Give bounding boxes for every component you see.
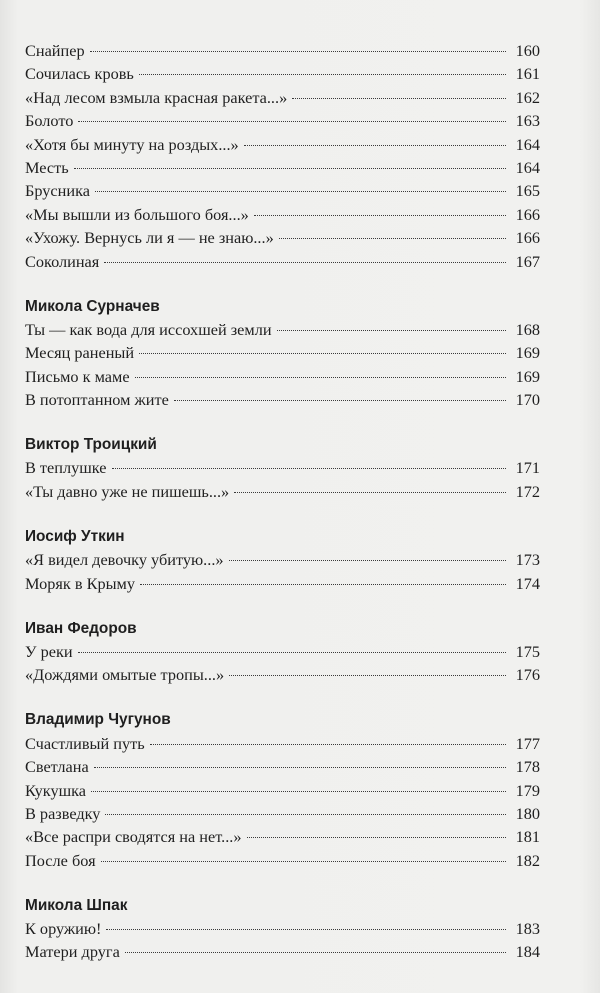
- page-number: 180: [515, 803, 540, 823]
- dot-leader: [140, 584, 506, 585]
- entry-title: «Мы вышли из большого боя...»: [25, 204, 249, 224]
- entry-title: «Я видел девочку убитую...»: [25, 550, 224, 570]
- entry-title: «Хотя бы минуту на роздых...»: [25, 134, 239, 154]
- entry-title: Моряк в Крыму: [25, 573, 135, 593]
- dot-leader: [90, 51, 506, 52]
- toc-entry: [25, 203, 540, 226]
- author-heading: Иван Федоров: [25, 619, 137, 637]
- entry-title: Месть: [25, 157, 69, 177]
- dot-leader: [247, 837, 507, 838]
- dot-leader: [174, 400, 506, 401]
- page-number: 161: [515, 64, 540, 84]
- dot-leader: [95, 191, 506, 192]
- entry-title: В разведку: [25, 803, 101, 823]
- page-number: 167: [515, 251, 540, 271]
- author-heading: Владимир Чугунов: [25, 711, 171, 729]
- toc-section: [25, 525, 540, 595]
- page-number: 162: [515, 87, 540, 107]
- dot-leader: [244, 145, 506, 146]
- toc-entry: [25, 341, 540, 364]
- dot-leader: [125, 952, 506, 953]
- toc-section: [25, 708, 540, 872]
- page-number: 171: [515, 458, 540, 478]
- dot-leader: [105, 814, 506, 815]
- toc-entry: [25, 226, 540, 249]
- author-heading: Микола Сурначев: [25, 297, 160, 315]
- toc-entry: [25, 732, 540, 755]
- dot-leader: [279, 238, 506, 239]
- table-of-contents: [25, 39, 540, 964]
- dot-leader: [229, 560, 506, 561]
- page-number: 163: [515, 111, 540, 131]
- page-number: 177: [515, 733, 540, 753]
- entry-title: «Над лесом взмыла красная ракета...»: [25, 87, 288, 107]
- page-number: 160: [515, 41, 540, 60]
- dot-leader: [112, 468, 506, 469]
- page-number: 166: [515, 204, 540, 224]
- entry-title: Болото: [25, 111, 74, 131]
- toc-section: [25, 894, 540, 964]
- page-number: 169: [515, 366, 540, 386]
- dot-leader: [277, 330, 506, 331]
- toc-entry: [25, 640, 540, 663]
- entry-title: Матери друга: [25, 942, 120, 962]
- dot-leader: [94, 767, 506, 768]
- entry-title: В теплушке: [25, 458, 107, 478]
- toc-entry: [25, 250, 540, 273]
- toc-entry: [25, 849, 540, 872]
- toc-entry: [25, 456, 540, 479]
- entry-title: В потоптанном жите: [25, 390, 169, 410]
- page-number: 178: [515, 757, 540, 777]
- page-number: 175: [515, 641, 540, 661]
- dot-leader: [78, 121, 506, 122]
- dot-leader: [78, 652, 506, 653]
- entry-title: «Ты давно уже не пишешь...»: [25, 481, 230, 501]
- entry-title: Соколиная: [25, 251, 100, 271]
- page-number: 182: [515, 850, 540, 870]
- page-number: 170: [515, 390, 540, 410]
- toc-entry: [25, 802, 540, 825]
- entry-title: У реки: [25, 641, 73, 661]
- dot-leader: [139, 353, 506, 354]
- dot-leader: [229, 675, 506, 676]
- dot-leader: [234, 492, 506, 493]
- toc-section: [25, 617, 540, 687]
- page-number: 164: [515, 157, 540, 177]
- toc-entry: [25, 548, 540, 571]
- entry-title: После боя: [25, 850, 96, 870]
- dot-leader: [106, 929, 506, 930]
- toc-entry: [25, 179, 540, 202]
- entry-title: Письмо к маме: [25, 366, 130, 386]
- entry-title: Снайпер: [25, 41, 85, 60]
- page-number: 179: [515, 780, 540, 800]
- toc-entry: [25, 62, 540, 85]
- entry-title: Кукушка: [25, 780, 87, 800]
- page-number: 169: [515, 343, 540, 363]
- author-heading: Виктор Троицкий: [25, 436, 157, 454]
- toc-entry: [25, 365, 540, 388]
- entry-title: Сочилась кровь: [25, 64, 134, 84]
- dot-leader: [74, 168, 506, 169]
- toc-entry: [25, 779, 540, 802]
- toc-entry: [25, 480, 540, 503]
- toc-entry: [25, 572, 540, 595]
- toc-entry: [25, 663, 540, 686]
- dot-leader: [150, 744, 506, 745]
- dot-leader: [101, 861, 506, 862]
- dot-leader: [104, 262, 506, 263]
- entry-title: Счастливый путь: [25, 733, 145, 753]
- dot-leader: [135, 377, 506, 378]
- toc-entry: [25, 388, 540, 411]
- toc-entry: [25, 133, 540, 156]
- entry-title: «Все распри сводятся на нет...»: [25, 827, 242, 847]
- page-number: 183: [515, 919, 540, 939]
- author-heading: Микола Шпак: [25, 896, 128, 914]
- entry-title: Светлана: [25, 757, 89, 777]
- dot-leader: [254, 215, 506, 216]
- page-number: 176: [515, 665, 540, 685]
- dot-leader: [91, 791, 506, 792]
- dot-leader: [139, 74, 506, 75]
- entry-title: Месяц раненый: [25, 343, 135, 363]
- toc-entry: [25, 39, 540, 62]
- toc-section: [25, 433, 540, 503]
- page-number: 184: [515, 942, 540, 962]
- entry-title: «Дождями омытые тропы...»: [25, 665, 225, 685]
- dot-leader: [292, 98, 506, 99]
- page-number: 181: [515, 827, 540, 847]
- author-heading: Иосиф Уткин: [25, 527, 125, 545]
- page-number: 174: [515, 573, 540, 593]
- toc-entry: [25, 755, 540, 778]
- entry-title: «Ухожу. Вернусь ли я — не знаю...»: [25, 228, 274, 248]
- page-number: 173: [515, 550, 540, 570]
- page-number: 166: [515, 228, 540, 248]
- toc-entry: [25, 156, 540, 179]
- entry-title: Брусника: [25, 181, 90, 201]
- toc-entry: [25, 825, 540, 848]
- page-number: 165: [515, 181, 540, 201]
- toc-entry: [25, 917, 540, 940]
- page-number: 172: [515, 481, 540, 501]
- page-number: 168: [515, 319, 540, 339]
- toc-section: [25, 39, 540, 273]
- toc-section: [25, 295, 540, 412]
- toc-entry: [25, 86, 540, 109]
- toc-entry: [25, 109, 540, 132]
- toc-entry: [25, 940, 540, 963]
- toc-entry: [25, 318, 540, 341]
- page-number: 164: [515, 134, 540, 154]
- entry-title: Ты — как вода для иссохшей земли: [25, 319, 272, 339]
- entry-title: К оружию!: [25, 919, 102, 939]
